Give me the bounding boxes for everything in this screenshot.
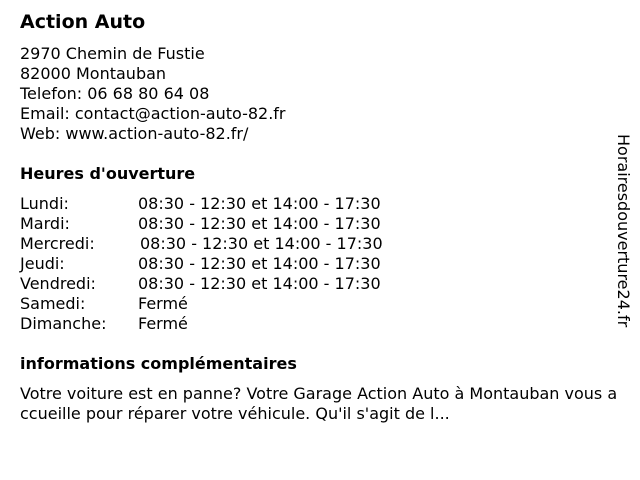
day-hours: Fermé <box>138 294 188 313</box>
email-address: Email: contact@action-auto-82.fr <box>20 104 286 123</box>
day-hours: Fermé <box>138 314 188 333</box>
day-hours: 08:30 - 12:30 et 14:00 - 17:30 <box>138 254 381 273</box>
business-name: Action Auto <box>20 11 146 33</box>
website-address: Web: www.action-auto-82.fr/ <box>20 124 249 143</box>
additional-info-heading: informations complémentaires <box>20 354 297 373</box>
day-label: Vendredi: <box>20 274 96 293</box>
day-label: Jeudi: <box>20 254 65 273</box>
opening-hours-heading: Heures d'ouverture <box>20 164 196 183</box>
day-label: Dimanche: <box>20 314 107 333</box>
day-label: Mardi: <box>20 214 70 233</box>
phone-number: Telefon: 06 68 80 64 08 <box>20 84 210 103</box>
address-block <box>20 44 286 144</box>
day-hours: 08:30 - 12:30 et 14:00 - 17:30 <box>138 274 381 293</box>
day-label: Samedi: <box>20 294 86 313</box>
address-street: 2970 Chemin de Fustie <box>20 44 205 63</box>
day-hours: 08:30 - 12:30 et 14:00 - 17:30 <box>140 234 383 253</box>
site-watermark: Horairesdouverture24.fr <box>614 134 633 328</box>
day-hours: 08:30 - 12:30 et 14:00 - 17:30 <box>138 214 381 233</box>
address-city: 82000 Montauban <box>20 64 167 83</box>
day-hours: 08:30 - 12:30 et 14:00 - 17:30 <box>138 194 381 213</box>
day-label: Mercredi: <box>20 234 95 253</box>
additional-info-text: Votre voiture est en panne? Votre Garage Action Auto à Montauban vous accueille pour réparer votre véhicule. Qu'il s'agit de l... <box>20 384 618 423</box>
day-label: Lundi: <box>20 194 69 213</box>
